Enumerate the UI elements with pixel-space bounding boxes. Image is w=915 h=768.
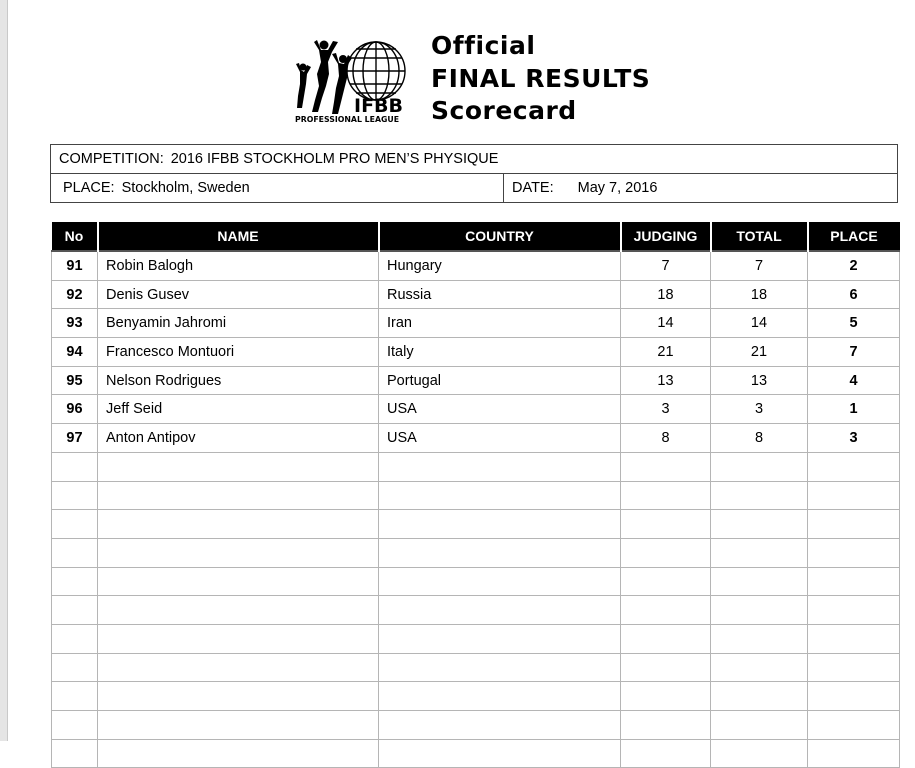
cell-total: 3 bbox=[711, 395, 808, 424]
competition-row bbox=[51, 145, 897, 173]
empty-cell bbox=[98, 481, 379, 510]
empty-cell bbox=[52, 481, 98, 510]
empty-table-row bbox=[52, 510, 900, 539]
empty-cell bbox=[379, 538, 621, 567]
column-header-total: TOTAL bbox=[711, 222, 808, 251]
cell-judging: 13 bbox=[621, 366, 711, 395]
ifbb-pro-league-logo bbox=[292, 34, 422, 124]
empty-cell bbox=[52, 510, 98, 539]
cell-judging: 7 bbox=[621, 251, 711, 280]
empty-cell bbox=[808, 538, 900, 567]
column-header-place: PLACE bbox=[808, 222, 900, 251]
empty-cell bbox=[379, 452, 621, 481]
cell-name: Denis Gusev bbox=[98, 280, 379, 309]
results-table bbox=[51, 222, 900, 768]
place-value: Stockholm, Sweden bbox=[121, 180, 250, 196]
empty-cell bbox=[621, 711, 711, 740]
empty-cell bbox=[379, 567, 621, 596]
column-header-no: No bbox=[52, 222, 98, 251]
empty-cell bbox=[711, 739, 808, 768]
cell-place: 2 bbox=[808, 251, 900, 280]
cell-no: 97 bbox=[52, 424, 98, 453]
table-row bbox=[52, 395, 900, 424]
empty-cell bbox=[621, 682, 711, 711]
empty-cell bbox=[621, 481, 711, 510]
empty-cell bbox=[98, 739, 379, 768]
table-row bbox=[52, 338, 900, 367]
cell-name: Robin Balogh bbox=[98, 251, 379, 280]
empty-cell bbox=[379, 653, 621, 682]
empty-cell bbox=[98, 624, 379, 653]
column-header-country: COUNTRY bbox=[379, 222, 621, 251]
empty-table-row bbox=[52, 711, 900, 740]
cell-place: 3 bbox=[808, 424, 900, 453]
empty-cell bbox=[621, 739, 711, 768]
empty-cell bbox=[808, 624, 900, 653]
empty-cell bbox=[98, 711, 379, 740]
empty-cell bbox=[711, 653, 808, 682]
empty-cell bbox=[52, 452, 98, 481]
empty-cell bbox=[98, 510, 379, 539]
empty-cell bbox=[379, 596, 621, 625]
empty-cell bbox=[808, 596, 900, 625]
page-edge bbox=[0, 0, 8, 741]
cell-country: USA bbox=[379, 424, 621, 453]
empty-cell bbox=[379, 624, 621, 653]
empty-cell bbox=[711, 510, 808, 539]
cell-total: 13 bbox=[711, 366, 808, 395]
table-row bbox=[52, 366, 900, 395]
place-date-row bbox=[51, 173, 897, 202]
empty-cell bbox=[621, 596, 711, 625]
title-official: Official bbox=[431, 31, 536, 60]
empty-cell bbox=[808, 682, 900, 711]
competition-cell bbox=[51, 145, 897, 173]
cell-country: Portugal bbox=[379, 366, 621, 395]
cell-judging: 21 bbox=[621, 338, 711, 367]
empty-cell bbox=[52, 653, 98, 682]
empty-cell bbox=[621, 452, 711, 481]
cell-no: 96 bbox=[52, 395, 98, 424]
cell-place: 1 bbox=[808, 395, 900, 424]
empty-cell bbox=[711, 567, 808, 596]
empty-cell bbox=[711, 596, 808, 625]
cell-judging: 18 bbox=[621, 280, 711, 309]
cell-name: Francesco Montuori bbox=[98, 338, 379, 367]
cell-place: 6 bbox=[808, 280, 900, 309]
empty-cell bbox=[808, 481, 900, 510]
empty-table-row bbox=[52, 739, 900, 768]
empty-cell bbox=[52, 538, 98, 567]
cell-judging: 3 bbox=[621, 395, 711, 424]
date-value: May 7, 2016 bbox=[577, 180, 658, 196]
cell-total: 18 bbox=[711, 280, 808, 309]
cell-country: USA bbox=[379, 395, 621, 424]
empty-cell bbox=[621, 510, 711, 539]
empty-table-row bbox=[52, 682, 900, 711]
empty-cell bbox=[52, 596, 98, 625]
results-body bbox=[52, 251, 900, 768]
empty-table-row bbox=[52, 452, 900, 481]
cell-no: 95 bbox=[52, 366, 98, 395]
cell-country: Iran bbox=[379, 309, 621, 338]
cell-name: Jeff Seid bbox=[98, 395, 379, 424]
cell-total: 21 bbox=[711, 338, 808, 367]
empty-cell bbox=[379, 510, 621, 539]
cell-judging: 14 bbox=[621, 309, 711, 338]
cell-place: 5 bbox=[808, 309, 900, 338]
empty-cell bbox=[621, 653, 711, 682]
cell-country: Russia bbox=[379, 280, 621, 309]
cell-judging: 8 bbox=[621, 424, 711, 453]
cell-country: Italy bbox=[379, 338, 621, 367]
empty-cell bbox=[808, 739, 900, 768]
table-row bbox=[52, 280, 900, 309]
empty-cell bbox=[808, 711, 900, 740]
column-header-judging: JUDGING bbox=[621, 222, 711, 251]
competition-label: COMPETITION: bbox=[59, 151, 164, 167]
logo-wordmark: IFBB bbox=[354, 95, 404, 117]
place-cell bbox=[51, 174, 504, 202]
cell-place: 7 bbox=[808, 338, 900, 367]
competition-value: 2016 IFBB STOCKHOLM PRO MEN’S PHYSIQUE bbox=[170, 151, 499, 167]
page-title bbox=[431, 30, 650, 128]
cell-no: 93 bbox=[52, 309, 98, 338]
empty-table-row bbox=[52, 567, 900, 596]
cell-no: 91 bbox=[52, 251, 98, 280]
empty-table-row bbox=[52, 596, 900, 625]
empty-table-row bbox=[52, 653, 900, 682]
title-final-results: FINAL RESULTS bbox=[431, 63, 651, 93]
table-row bbox=[52, 251, 900, 280]
empty-cell bbox=[808, 452, 900, 481]
empty-cell bbox=[98, 653, 379, 682]
empty-cell bbox=[621, 567, 711, 596]
table-row bbox=[52, 309, 900, 338]
table-header-row bbox=[52, 222, 900, 251]
cell-total: 14 bbox=[711, 309, 808, 338]
empty-cell bbox=[98, 596, 379, 625]
empty-cell bbox=[621, 624, 711, 653]
empty-cell bbox=[98, 538, 379, 567]
empty-cell bbox=[52, 624, 98, 653]
cell-country: Hungary bbox=[379, 251, 621, 280]
empty-cell bbox=[98, 682, 379, 711]
title-scorecard: Scorecard bbox=[431, 96, 577, 125]
competition-info-box bbox=[50, 144, 898, 203]
empty-cell bbox=[52, 682, 98, 711]
empty-cell bbox=[808, 653, 900, 682]
empty-cell bbox=[52, 567, 98, 596]
cell-name: Anton Antipov bbox=[98, 424, 379, 453]
empty-cell bbox=[711, 711, 808, 740]
empty-cell bbox=[808, 567, 900, 596]
empty-table-row bbox=[52, 481, 900, 510]
place-label: PLACE: bbox=[63, 180, 115, 196]
table-row bbox=[52, 424, 900, 453]
cell-no: 94 bbox=[52, 338, 98, 367]
empty-cell bbox=[52, 711, 98, 740]
empty-cell bbox=[711, 481, 808, 510]
empty-cell bbox=[711, 452, 808, 481]
empty-table-row bbox=[52, 624, 900, 653]
cell-name: Benyamin Jahromi bbox=[98, 309, 379, 338]
empty-table-row bbox=[52, 538, 900, 567]
cell-place: 4 bbox=[808, 366, 900, 395]
empty-cell bbox=[621, 538, 711, 567]
date-label: DATE: bbox=[512, 180, 554, 196]
empty-cell bbox=[379, 481, 621, 510]
cell-name: Nelson Rodrigues bbox=[98, 366, 379, 395]
column-header-name: NAME bbox=[98, 222, 379, 251]
empty-cell bbox=[379, 711, 621, 740]
empty-cell bbox=[808, 510, 900, 539]
empty-cell bbox=[711, 538, 808, 567]
date-cell bbox=[504, 174, 897, 202]
empty-cell bbox=[711, 624, 808, 653]
cell-no: 92 bbox=[52, 280, 98, 309]
empty-cell bbox=[52, 739, 98, 768]
empty-cell bbox=[379, 739, 621, 768]
empty-cell bbox=[98, 567, 379, 596]
empty-cell bbox=[379, 682, 621, 711]
logo-subtext: PROFESSIONAL LEAGUE bbox=[295, 115, 400, 124]
cell-total: 7 bbox=[711, 251, 808, 280]
empty-cell bbox=[711, 682, 808, 711]
empty-cell bbox=[98, 452, 379, 481]
cell-total: 8 bbox=[711, 424, 808, 453]
